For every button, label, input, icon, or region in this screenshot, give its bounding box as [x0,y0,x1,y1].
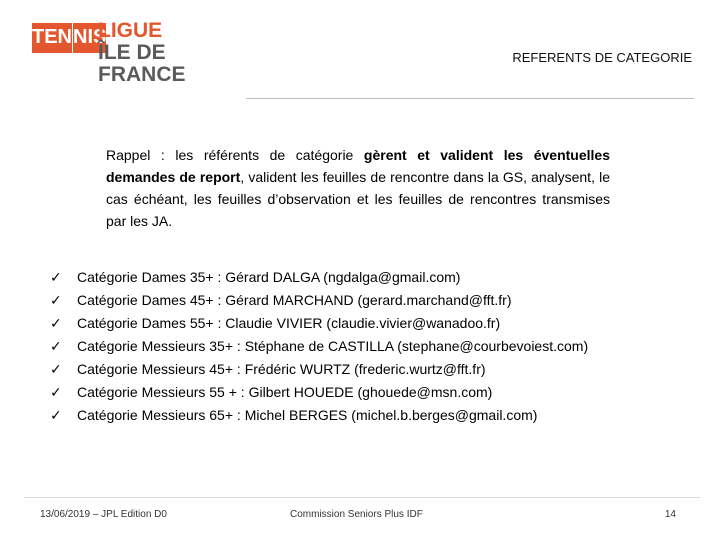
ligue-logo [32,20,240,86]
rappel-bold-text: gèrent et valident les éventuelles demandes de report [106,147,610,185]
logo-cell-nis: NIS [73,23,106,53]
page-title: REFERENTS DE CATEGORIE [512,50,692,65]
check-icon: ✓ [50,270,62,286]
header-divider [246,98,694,99]
page-number: 14 [664,509,676,520]
list-item [50,381,588,404]
check-icon: ✓ [50,339,62,355]
check-icon: ✓ [50,293,62,309]
footer-divider [24,497,700,498]
list-item [50,289,588,312]
list-item [50,358,588,381]
referent-text: Catégorie Messieurs 45+ : Frédéric WURTZ (frederic.wurtz@fft.fr) [77,361,486,377]
tennis-logo-mark [32,23,107,83]
list-item [50,312,588,335]
referents-list [50,266,588,427]
referent-text: Catégorie Dames 55+ : Claudie VIVIER (claudie.vivier@wanadoo.fr) [77,315,501,331]
referent-text: Catégorie Messieurs 65+ : Michel BERGES (michel.b.berges@gmail.com) [77,407,538,423]
rappel-text-1: Rappel : les référents de catégorie [106,147,364,163]
referent-text: Catégorie Messieurs 35+ : Stéphane de CASTILLA (stephane@courbevoiest.com) [77,338,589,354]
logo-line-1: LIGUE [98,19,163,42]
footer-commission: Commission Seniors Plus IDF [290,509,423,520]
list-item [50,404,588,427]
logo-line-2: ÎLE DE FRANCE [98,41,186,86]
check-icon: ✓ [50,362,62,378]
check-icon: ✓ [50,316,62,332]
check-icon: ✓ [50,408,62,424]
rappel-paragraph [106,144,610,232]
check-icon: ✓ [50,385,62,401]
list-item [50,266,588,289]
logo-cell-ten: TEN [32,23,72,53]
list-item [50,335,588,358]
referent-text: Catégorie Messieurs 55 + : Gilbert HOUEDE (ghouede@msn.com) [77,384,493,400]
footer-date: 13/06/2019 – JPL Edition D0 [40,509,167,520]
rappel-text-2: , valident les feuilles de rencontre dans la GS, analysent, le cas échéant, les feuilles d’observation et les feuilles de rencontres transmises par les JA. [106,169,610,229]
referent-text: Catégorie Dames 35+ : Gérard DALGA (ngdalga@gmail.com) [77,269,461,285]
referent-text: Catégorie Dames 45+ : Gérard MARCHAND (gerard.marchand@fft.fr) [77,292,512,308]
logo-text [98,20,240,86]
